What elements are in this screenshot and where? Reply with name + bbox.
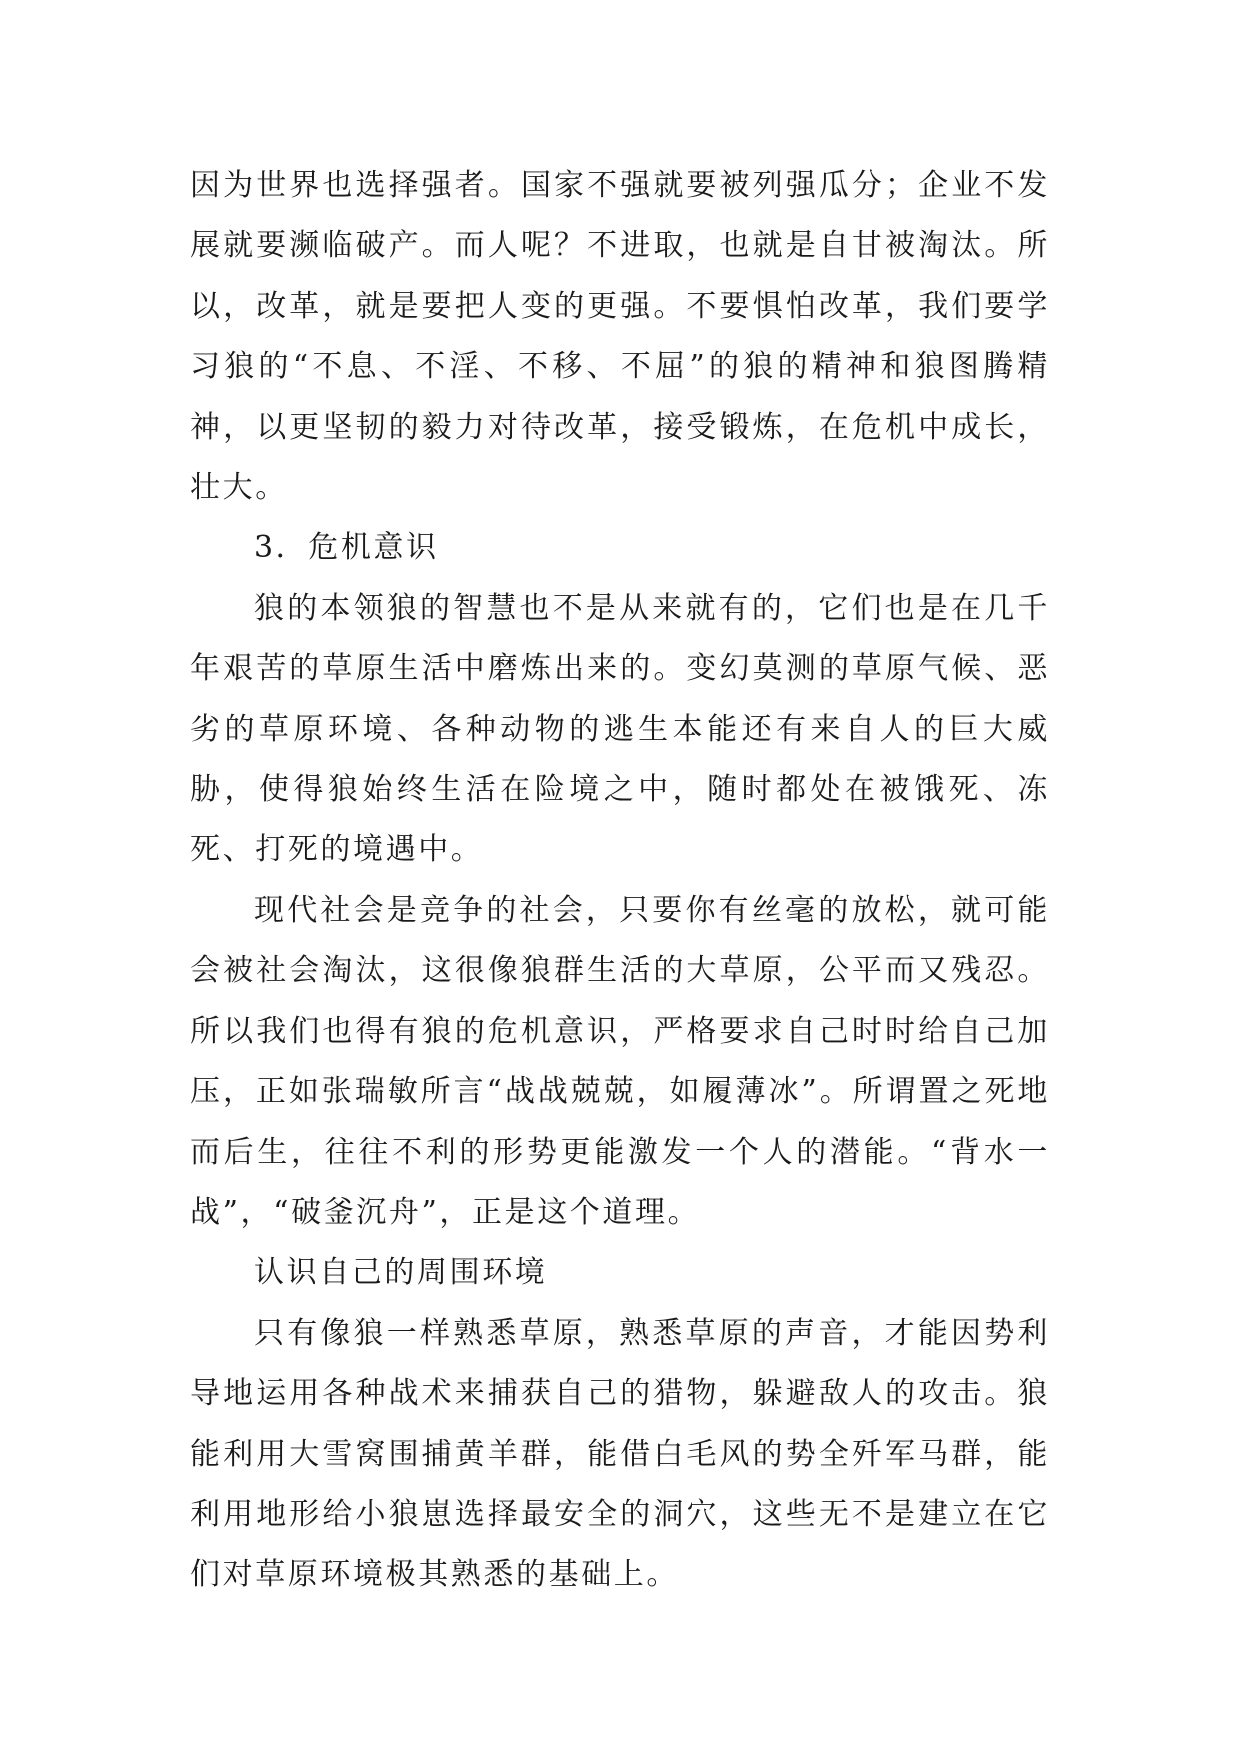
paragraph-modern-society: 现代社会是竞争的社会，只要你有丝毫的放松，就可能会被社会淘汰，这很像狼群生活的大草原，公平而又残忍。所以我们也得有狼的危机意识，严格要求自己时时给自己加压，正如张瑞敏所言“战战兢兢，如履薄冰”。所谓置之死地而后生，往往不利的形势更能激发一个人的潜能。“背水一战”，“破釜沉舟”，正是这个道理。 [190,892,1050,1230]
paragraph-wolf-wisdom: 狼的本领狼的智慧也不是从来就有的，它们也是在几千年艰苦的草原生活中磨炼出来的。变幻莫测的草原气候、恶劣的草原环境、各种动物的逃生本能还有来自人的巨大威胁，使得狼始终生活在险境之中，随时都处在被饿死、冻死、打死的境遇中。 [190,590,1050,868]
paragraph-reform: 因为世界也选择强者。国家不强就要被列强瓜分；企业不发展就要濒临破产。而人呢？不进取，也就是自甘被淘汰。所以，改革，就是要把人变的更强。不要惧怕改革，我们要学习狼的“不息、不淫、不移、不屈”的狼的精神和狼图腾精神，以更坚韧的毅力对待改革，接受锻炼，在危机中成长，壮大。 [190,168,1050,506]
section-heading-know-environment: 认识自己的周围环境 [254,1255,548,1291]
paragraph-grassland: 只有像狼一样熟悉草原，熟悉草原的声音，才能因势利导地运用各种战术来捕获自己的猎物，躲避敌人的攻击。狼能利用大雪窝围捕黄羊群，能借白毛风的势全歼军马群，能利用地形给小狼崽选择最安全的洞穴，这些无不是建立在它们对草原环境极其熟悉的基础上。 [190,1315,1050,1593]
document-body [190,156,1050,1606]
section-heading-crisis-awareness: 3．危机意识 [254,530,439,566]
